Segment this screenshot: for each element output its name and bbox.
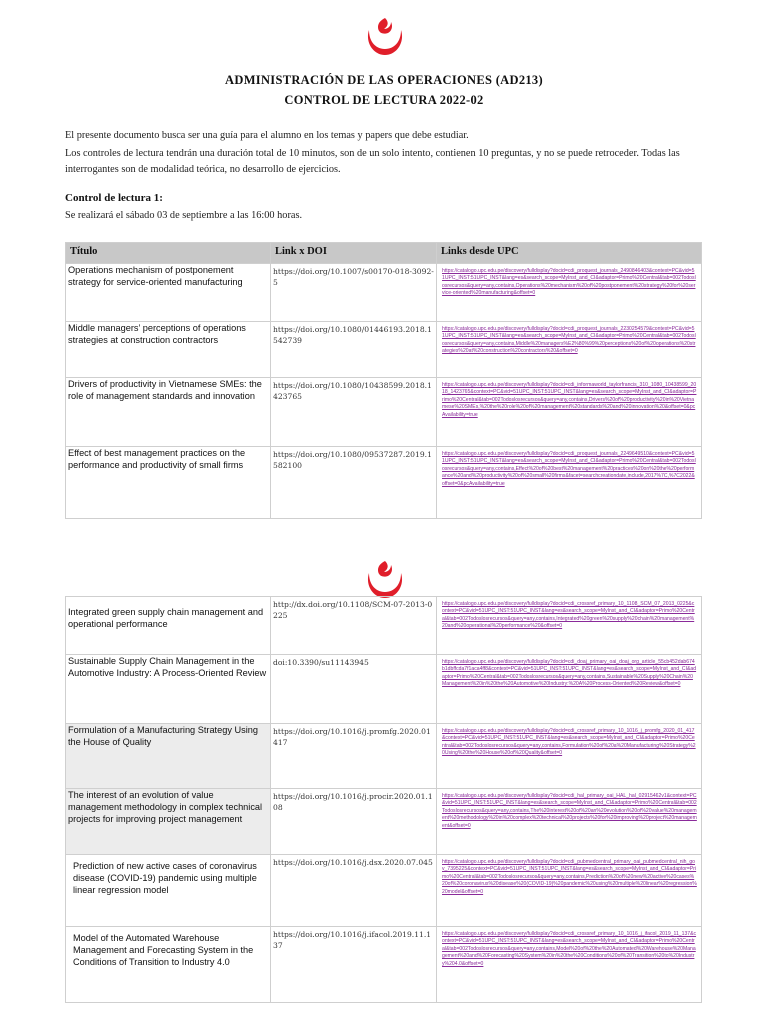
- upc-link[interactable]: https://catalogo.upc.edu.pe/discovery/fulldisplay?docid=cdi_crossref_primary_10_1108_SCM_07_2013_0225&context=PC&vid=51UPC_INST:51UPC_INST&lang=es&search_scope=MyInst_and_CI&adaptor=Primo%20Central&tab=002Todoslosrecursos&query=any,contains,Integrated%20green%20supply%20chain%20management%20and%20operational%20performance%20&offset=0: [442, 601, 695, 630]
- papers-table-continued: [65, 596, 702, 1003]
- paper-title: The interest of an evolution of value management methodology in complex technical projects for improving project management: [66, 789, 271, 855]
- papers-table: [65, 242, 702, 519]
- table-row: [66, 655, 702, 724]
- doi-link[interactable]: https://doi.org/10.1007/s00170-018-3092-5: [271, 264, 437, 322]
- paper-title: Prediction of new active cases of coronavirus disease (COVID-19) pandemic using multiple linear regression model: [66, 855, 271, 927]
- upc-link[interactable]: https://catalogo.upc.edu.pe/discovery/fulldisplay?docid=cdi_pubmedcentral_primary_oai_pubmedcentral_nih_gov_7395225&context=PC&vid=51UPC_INST:51UPC_INST&lang=es&search_scope=MyInst_and_CI&adaptor=Primo%20Central&tab=002Todoslosrecursos&query=any,contains,Prediction%20of%20new%20active%20cases%20of%20coronavirus%20disease%20(COVID-19)%20pandemic%20using%20multiple%20linear%20regression%20model&offset=0: [442, 859, 697, 895]
- table-row: [66, 927, 702, 1003]
- table-row: [66, 597, 702, 655]
- upc-link[interactable]: https://catalogo.upc.edu.pe/discovery/fulldisplay?docid=cdi_informaworld_taylorfrancis_310_1080_10438599_2018_1423765&context=PC&vid=51UPC_INST:51UPC_INST&lang=es&search_scope=MyInst_and_CI&adaptor=Primo%20Central&tab=002Todoslosrecursos&query=any,contains,Drivers%20of%20productivity%20in%20Vietnamese%20SMEs,%20the%20role%20of%20management%20standards%20and%20innovation%20&offset=0&pcAvailability=true: [442, 382, 697, 418]
- upc-link[interactable]: https://catalogo.upc.edu.pe/discovery/fulldisplay?docid=cdi_proquest_journals_2249649510&context=PC&vid=51UPC_INST:51UPC_INST&lang=es&search_scope=MyInst_and_CI&adaptor=Primo%20Central&tab=002Todoslosrecursos&query=any,contains,Effect%20of%20best%20management%20practices%20on%20the%20performance%20and%20productivity%20of%20small%20firms&facet=searchcreationdate,include,2017%7C,%7C2022&offset=0&pcAvailability=true: [442, 451, 696, 487]
- table-row: [66, 724, 702, 789]
- doi-link[interactable]: http://dx.doi.org/10.1108/SCM-07-2013-0225: [271, 597, 437, 655]
- paper-title: Effect of best management practices on the performance and productivity of small firms: [66, 447, 271, 519]
- control-schedule: Se realizará el sábado 03 de septiembre a las 16:00 horas.: [65, 210, 303, 221]
- document-subtitle: CONTROL DE LECTURA 2022-02: [284, 93, 484, 107]
- paper-title: Sustainable Supply Chain Management in the Automotive Industry: A Process-Oriented Review: [66, 655, 271, 724]
- control-heading: Control de lectura 1:: [65, 192, 163, 204]
- document-title: ADMINISTRACIÓN DE LAS OPERACIONES (AD213): [225, 73, 543, 87]
- upc-link[interactable]: https://catalogo.upc.edu.pe/discovery/fulldisplay?docid=cdi_crossref_primary_10_1016_j_ifacol_2019_11_137&context=PC&vid=51UPC_INST:51UPC_INST&lang=es&search_scope=MyInst_and_CI&adaptor=Primo%20Central&tab=002Todoslosrecursos&query=any,contains,Model%20of%20the%20Automated%20Warehouse%20Management%20and%20Forecasting%20System%20in%20the%20Conditions%20of%20Transition%20to%20Industry%204.0&offset=0: [442, 931, 697, 967]
- intro-paragraph-2: Los controles de lectura tendrán una duración total de 10 minutos, son de un solo intento, contienen 10 preguntas, y no se puede retroceder. Todas las interrogantes son de modalidad teórica, no desarrollo de ejercicios.: [65, 148, 680, 175]
- doi-link[interactable]: https://doi.org/10.1016/j.procir.2020.01.108: [271, 789, 437, 855]
- upc-link[interactable]: https://catalogo.upc.edu.pe/discovery/fulldisplay?docid=cdi_doaj_primary_oai_doaj_org_article_55cb452dab674b1dbffcda7f1aca4ff8&context=PC&vid=51UPC_INST:51UPC_INST&lang=es&search_scope=MyInst_and_CI&adaptor=Primo%20Central&tab=002Todoslosrecursos&query=any,contains,Sustainable%20Supply%20Chain%20Management%20in%20the%20Automotive%20Industry:%20A%20Process-Oriented%20Review&offset=0: [442, 659, 697, 688]
- table-row: [66, 264, 702, 322]
- paper-title: Middle managers’ perceptions of operations strategies at construction contractors: [66, 322, 271, 378]
- upc-link[interactable]: https://catalogo.upc.edu.pe/discovery/fulldisplay?docid=cdi_crossref_primary_10_1016_j_promfg_2020_01_417&context=PC&vid=51UPC_INST:51UPC_INST&lang=es&search_scope=MyInst_and_CI&adaptor=Primo%20Central&tab=002Todoslosrecursos&query=any,contains,Formulation%20of%20a%20Manufacturing%20Strategy%20Using%20the%20House%20of%20Quality&offset=0: [442, 728, 696, 757]
- table-row: [66, 789, 702, 855]
- paper-title: Formulation of a Manufacturing Strategy Using the House of Quality: [66, 724, 271, 789]
- table-row: [66, 322, 702, 378]
- doi-link[interactable]: https://doi.org/10.1016/j.dsx.2020.07.045: [271, 855, 437, 927]
- upc-flame-logo-icon: [362, 14, 408, 60]
- doi-link[interactable]: https://doi.org/10.1080/01446193.2018.1542739: [271, 322, 437, 378]
- table-row: [66, 447, 702, 519]
- table-header-row: [66, 243, 702, 264]
- upc-link[interactable]: https://catalogo.upc.edu.pe/discovery/fulldisplay?docid=cdi_hal_primary_oai_HAL_hal_02915462v1&context=PC&vid=51UPC_INST:51UPC_INST&lang=es&search_scope=MyInst_and_CI&adaptor=Primo%20Central&tab=002Todoslosrecursos&query=any,contains,The%20interest%20of%20an%20evolution%20of%20value%20management%20methodology%20in%20complex%20technical%20projects%20for%20improving%20project%20management&offset=0: [442, 793, 697, 829]
- header-upc: Links desde UPC: [437, 243, 702, 264]
- paper-title: Model of the Automated Warehouse Management and Forecasting System in the Conditions of Transition to Industry 4.0: [66, 927, 271, 1003]
- table-row: [66, 378, 702, 447]
- header-doi: Link x DOI: [271, 243, 437, 264]
- doi-link[interactable]: https://doi.org/10.1080/09537287.2019.1582100: [271, 447, 437, 519]
- table-row: [66, 855, 702, 927]
- header-title: Título: [66, 243, 271, 264]
- paper-title: Drivers of productivity in Vietnamese SMEs: the role of management standards and innovation: [66, 378, 271, 447]
- doi-link[interactable]: https://doi.org/10.1016/j.promfg.2020.01417: [271, 724, 437, 789]
- doi-link[interactable]: https://doi.org/10.1016/j.ifacol.2019.11.137: [271, 927, 437, 1003]
- doi-link[interactable]: doi:10.3390/su11143945: [271, 655, 437, 724]
- upc-link[interactable]: https://catalogo.upc.edu.pe/discovery/fulldisplay?docid=cdi_proquest_journals_2230254579&context=PC&vid=51UPC_INST:51UPC_INST&lang=es&search_scope=MyInst_and_CI&adaptor=Primo%20Central&tab=002Todoslosrecursos&query=any,contains,Middle%20managers%E2%80%99%20perceptions%20of%20operations%20strategies%20at%20construction%20contractors%20&offset=0: [442, 326, 696, 355]
- doi-link[interactable]: https://doi.org/10.1080/10438599.2018.1423765: [271, 378, 437, 447]
- paper-title: Integrated green supply chain management and operational performance: [66, 597, 271, 655]
- paper-title: Operations mechanism of postponement strategy for service-oriented manufacturing: [66, 264, 271, 322]
- upc-link[interactable]: https://catalogo.upc.edu.pe/discovery/fulldisplay?docid=cdi_proquest_journals_2490846403&context=PC&vid=51UPC_INST:51UPC_INST&lang=es&search_scope=MyInst_and_CI&adaptor=Primo%20Central&tab=002Todoslosrecursos&query=any,contains,Operations%20mechanism%20of%20postponement%20strategy%20for%20service-oriented%20manufacturing&offset=0: [442, 268, 696, 297]
- intro-paragraph-1: El presente documento busca ser una guía para el alumno en los temas y papers que debe estudiar.: [65, 130, 469, 141]
